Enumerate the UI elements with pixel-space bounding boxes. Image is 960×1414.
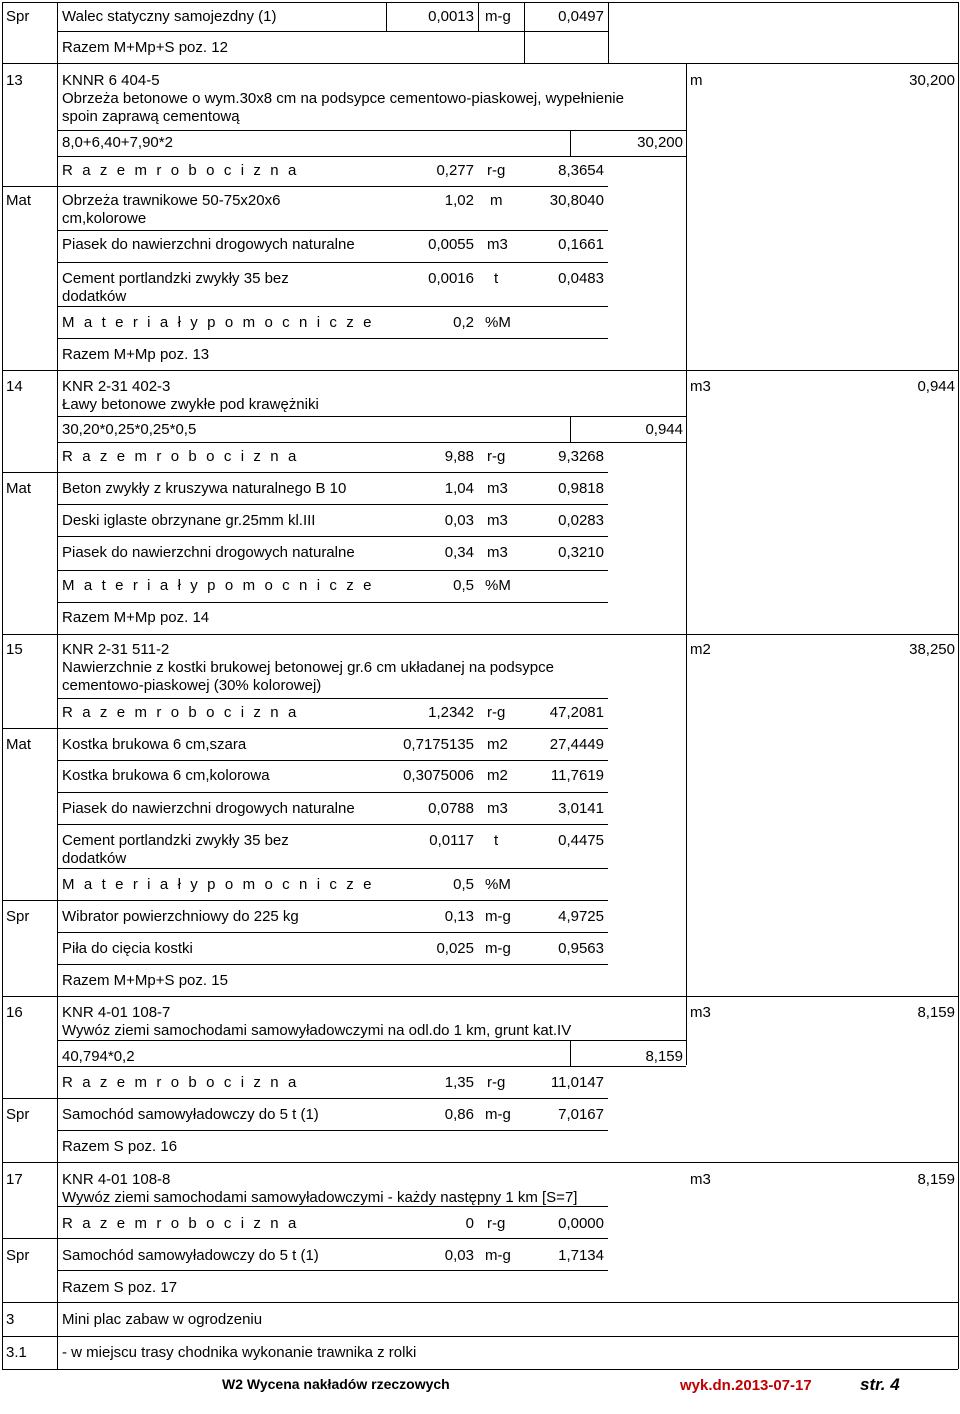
labor-label: R a z e m r o b o c i z n a (62, 704, 299, 721)
resource-unit: t (494, 832, 499, 849)
row-separator (57, 602, 608, 603)
aux-materials-norm: 0,5 (453, 876, 474, 893)
table-right-border (958, 2, 959, 1369)
calc-value: 30,200 (637, 134, 683, 151)
resource-type: Spr (6, 8, 30, 25)
resource-norm: 0,3075006 (403, 767, 474, 784)
resource-quantity: 4,9725 (558, 908, 604, 925)
row-separator (2, 472, 608, 473)
resource-unit: m-g (485, 1106, 511, 1123)
row-separator (57, 570, 608, 571)
calc-formula: 30,20*0,25*0,25*0,5 (62, 421, 197, 438)
position-total: 8,159 (917, 1171, 955, 1188)
resource-quantity: 11,7619 (550, 767, 604, 784)
labor-quantity: 9,3268 (558, 448, 604, 465)
column-divider-norm (386, 2, 387, 31)
position-total: 38,250 (909, 641, 955, 658)
resource-quantity: 0,9818 (558, 480, 604, 497)
position-description: Obrzeża betonowe o wym.30x8 cm na podsypce cementowo-piaskowej, wypełnienie (62, 90, 624, 107)
row-separator (2, 1098, 608, 1099)
position-description: Wywóz ziemi samochodami samowyładowczymi na odl.do 1 km, grunt kat.IV (62, 1022, 572, 1039)
resource-type: Spr (6, 1247, 30, 1264)
resource-quantity: 0,1661 (558, 236, 604, 253)
labor-quantity: 11,0147 (550, 1074, 604, 1091)
labor-unit: r-g (487, 1215, 506, 1232)
row-separator (57, 1270, 608, 1271)
resource-quantity: 7,0167 (558, 1106, 604, 1123)
resource-description: dodatków (62, 288, 127, 305)
row-separator (57, 964, 608, 965)
row-separator (57, 262, 608, 263)
column-divider-calc-16 (570, 1040, 571, 1066)
resource-description: Cement portlandzki zwykły 35 bez (62, 270, 289, 287)
resource-description: Piasek do nawierzchni drogowych naturalne (62, 800, 355, 817)
subtotal-label: Razem M+Mp poz. 13 (62, 346, 210, 363)
labor-unit: r-g (487, 448, 506, 465)
table-left-border (2, 2, 3, 1369)
resource-quantity: 0,9563 (558, 940, 604, 957)
labor-label: R a z e m r o b o c i z n a (62, 448, 299, 465)
resource-quantity: 0,0497 (558, 8, 604, 25)
row-separator (57, 698, 608, 699)
row-separator (57, 306, 608, 307)
position-code: KNNR 6 404-5 (62, 72, 160, 89)
labor-norm: 0 (465, 1215, 474, 1232)
aux-materials-norm: 0,5 (453, 577, 474, 594)
subtotal-label: Razem M+Mp poz. 14 (62, 609, 210, 626)
resource-unit: m3 (487, 480, 508, 497)
resource-description: Piasek do nawierzchni drogowych naturalne (62, 544, 355, 561)
resource-norm: 0,03 (444, 1247, 474, 1264)
position-code: KNR 2-31 511-2 (62, 641, 170, 658)
footer-title: W2 Wycena nakładów rzeczowych (222, 1376, 450, 1392)
resource-description: Samochód samowyładowczy do 5 t (1) (62, 1106, 319, 1123)
position-number: 13 (6, 72, 23, 89)
row-separator (2, 1302, 958, 1303)
position-total: 0,944 (917, 378, 955, 395)
calc-value: 0,944 (645, 421, 683, 438)
resource-quantity: 27,4449 (549, 736, 604, 753)
position-number: 14 (6, 378, 23, 395)
resource-description: Kostka brukowa 6 cm,szara (62, 736, 247, 753)
position-number: 15 (6, 641, 23, 658)
subtotal-label: Razem M+Mp+S poz. 15 (62, 972, 228, 989)
resource-norm: 0,0016 (428, 270, 474, 287)
row-separator (57, 1130, 608, 1131)
resource-unit: m-g (485, 8, 511, 25)
aux-materials-label: M a t e r i a ł y p o m o c n i c z e (62, 577, 375, 594)
resource-quantity: 1,7134 (558, 1247, 604, 1264)
page-number: str. 4 (860, 1375, 900, 1394)
section-number: 3.1 (6, 1344, 27, 1361)
position-description: cementowo-piaskowej (30% kolorowej) (62, 677, 322, 694)
resource-unit: m3 (487, 236, 508, 253)
resource-unit: m-g (485, 940, 511, 957)
column-divider-total (608, 2, 609, 63)
row-separator (2, 186, 608, 187)
position-code: KNR 2-31 402-3 (62, 378, 171, 395)
position-unit: m3 (690, 1004, 711, 1021)
row-separator (2, 728, 608, 729)
resource-description: dodatków (62, 850, 127, 867)
row-separator (2, 996, 958, 997)
labor-quantity: 0,0000 (558, 1215, 604, 1232)
row-separator (2, 1162, 958, 1163)
column-divider-qty (524, 2, 525, 63)
column-divider-calc-14 (570, 416, 571, 442)
resource-unit: m2 (487, 767, 508, 784)
resource-unit: m2 (487, 736, 508, 753)
aux-materials-label: M a t e r i a ł y p o m o c n i c z e (62, 876, 375, 893)
resource-unit: m3 (487, 800, 508, 817)
section-number: 3 (6, 1311, 15, 1328)
row-separator (57, 416, 686, 417)
resource-norm: 0,0055 (428, 236, 474, 253)
resource-norm: 0,13 (444, 908, 474, 925)
resource-norm: 1,02 (444, 192, 474, 209)
row-separator (57, 792, 608, 793)
resource-quantity: 0,0483 (558, 270, 604, 287)
resource-description: Samochód samowyładowczy do 5 t (1) (62, 1247, 319, 1264)
resource-unit: t (494, 270, 499, 287)
resource-quantity: 0,4475 (558, 832, 604, 849)
footer-date: wyk.dn.2013-07-17 (680, 1377, 812, 1394)
position-unit: m (690, 72, 703, 89)
resource-unit: m-g (485, 1247, 511, 1264)
aux-materials-unit: %M (485, 876, 511, 893)
row-separator (57, 156, 686, 157)
labor-norm: 0,277 (436, 162, 474, 179)
resource-type: Mat (6, 192, 32, 209)
column-divider-unit (478, 2, 479, 31)
section-title: - w miejscu trasy chodnika wykonanie trawnika z rolki (62, 1344, 417, 1361)
calc-value: 8,159 (645, 1048, 683, 1065)
subtotal-label: Razem S poz. 17 (62, 1279, 178, 1296)
position-unit: m3 (690, 1171, 711, 1188)
resource-unit: m3 (487, 544, 508, 561)
row-separator (57, 760, 608, 761)
resource-type: Mat (6, 736, 32, 753)
table-bottom-border (2, 1369, 958, 1370)
resource-type: Spr (6, 908, 30, 925)
resource-description: Piasek do nawierzchni drogowych naturalne (62, 236, 355, 253)
labor-unit: r-g (487, 162, 506, 179)
resource-description: Obrzeża trawnikowe 50-75x20x6 (62, 192, 281, 209)
resource-type: Spr (6, 1106, 30, 1123)
column-divider-type (57, 2, 58, 1369)
resource-quantity: 0,0283 (558, 512, 604, 529)
resource-norm: 0,34 (444, 544, 474, 561)
aux-materials-unit: %M (485, 577, 511, 594)
row-separator (57, 1040, 686, 1041)
labor-label: R a z e m r o b o c i z n a (62, 162, 299, 179)
labor-label: R a z e m r o b o c i z n a (62, 1074, 299, 1091)
resource-description: Wibrator powierzchniowy do 225 kg (62, 908, 299, 925)
labor-unit: r-g (487, 1074, 506, 1091)
resource-type: Mat (6, 480, 32, 497)
row-separator (2, 63, 958, 64)
row-separator (57, 824, 608, 825)
row-separator (57, 31, 608, 32)
resource-unit: m (490, 192, 503, 209)
row-separator (57, 1066, 686, 1067)
resource-description: Walec statyczny samojezdny (1) (62, 8, 277, 25)
resource-description: Deski iglaste obrzynane gr.25mm kl.III (62, 512, 316, 529)
resource-norm: 0,7175135 (403, 736, 474, 753)
labor-norm: 1,2342 (428, 704, 474, 721)
labor-label: R a z e m r o b o c i z n a (62, 1215, 299, 1232)
row-separator (57, 536, 608, 537)
labor-norm: 1,35 (444, 1074, 474, 1091)
position-number: 16 (6, 1004, 23, 1021)
row-separator (57, 338, 608, 339)
row-separator (2, 900, 608, 901)
row-separator (57, 504, 608, 505)
calc-formula: 40,794*0,2 (62, 1048, 135, 1065)
resource-description: Kostka brukowa 6 cm,kolorowa (62, 767, 270, 784)
labor-unit: r-g (487, 704, 506, 721)
resource-unit: m-g (485, 908, 511, 925)
resource-description: Cement portlandzki zwykły 35 bez (62, 832, 289, 849)
position-unit: m3 (690, 378, 711, 395)
row-separator (57, 442, 686, 443)
position-unit: m2 (690, 641, 711, 658)
resource-description: Piła do cięcia kostki (62, 940, 193, 957)
labor-quantity: 47,2081 (549, 704, 604, 721)
resource-description: Beton zwykły z kruszywa naturalnego B 10 (62, 480, 347, 497)
position-code: KNR 4-01 108-8 (62, 1171, 171, 1188)
row-separator (2, 1336, 958, 1337)
row-separator (57, 230, 608, 231)
labor-quantity: 8,3654 (558, 162, 604, 179)
section-title: Mini plac zabaw w ogrodzeniu (62, 1311, 263, 1328)
resource-quantity: 3,0141 (558, 800, 604, 817)
row-separator (57, 868, 608, 869)
resource-norm: 0,0117 (429, 832, 474, 849)
resource-norm: 0,86 (444, 1106, 474, 1123)
position-description: Wywóz ziemi samochodami samowyładowczymi - każdy następny 1 km [S=7] (62, 1189, 578, 1206)
row-separator (2, 370, 958, 371)
resource-description: cm,kolorowe (62, 210, 147, 227)
subtotal-label: Razem M+Mp+S poz. 12 (62, 39, 228, 56)
subtotal-label: Razem S poz. 16 (62, 1138, 178, 1155)
resource-quantity: 30,8040 (549, 192, 604, 209)
position-description: Ławy betonowe zwykłe pod krawężniki (62, 396, 319, 413)
aux-materials-label: M a t e r i a ł y p o m o c n i c z e (62, 314, 375, 331)
resource-norm: 0,03 (444, 512, 474, 529)
resource-norm: 0,025 (436, 940, 474, 957)
calc-formula: 8,0+6,40+7,90*2 (62, 134, 173, 151)
aux-materials-norm: 0,2 (453, 314, 474, 331)
position-description: Nawierzchnie z kostki brukowej betonowej gr.6 cm układanej na podsypce (62, 659, 554, 676)
row-separator (57, 130, 686, 131)
row-separator (2, 634, 958, 635)
resource-quantity: 0,3210 (558, 544, 604, 561)
position-total: 8,159 (917, 1004, 955, 1021)
resource-norm: 0,0013 (428, 8, 474, 25)
position-total: 30,200 (909, 72, 955, 89)
labor-norm: 9,88 (444, 448, 474, 465)
resource-norm: 0,0788 (428, 800, 474, 817)
row-separator (57, 932, 608, 933)
table-top-border (2, 2, 958, 3)
row-separator (2, 1238, 608, 1239)
position-number: 17 (6, 1171, 23, 1188)
resource-norm: 1,04 (444, 480, 474, 497)
column-divider-calc (570, 130, 571, 156)
position-description: spoin zaprawą cementową (62, 108, 240, 125)
position-code: KNR 4-01 108-7 (62, 1004, 171, 1021)
resource-unit: m3 (487, 512, 508, 529)
aux-materials-unit: %M (485, 314, 511, 331)
column-divider-unit-main (686, 63, 687, 1065)
